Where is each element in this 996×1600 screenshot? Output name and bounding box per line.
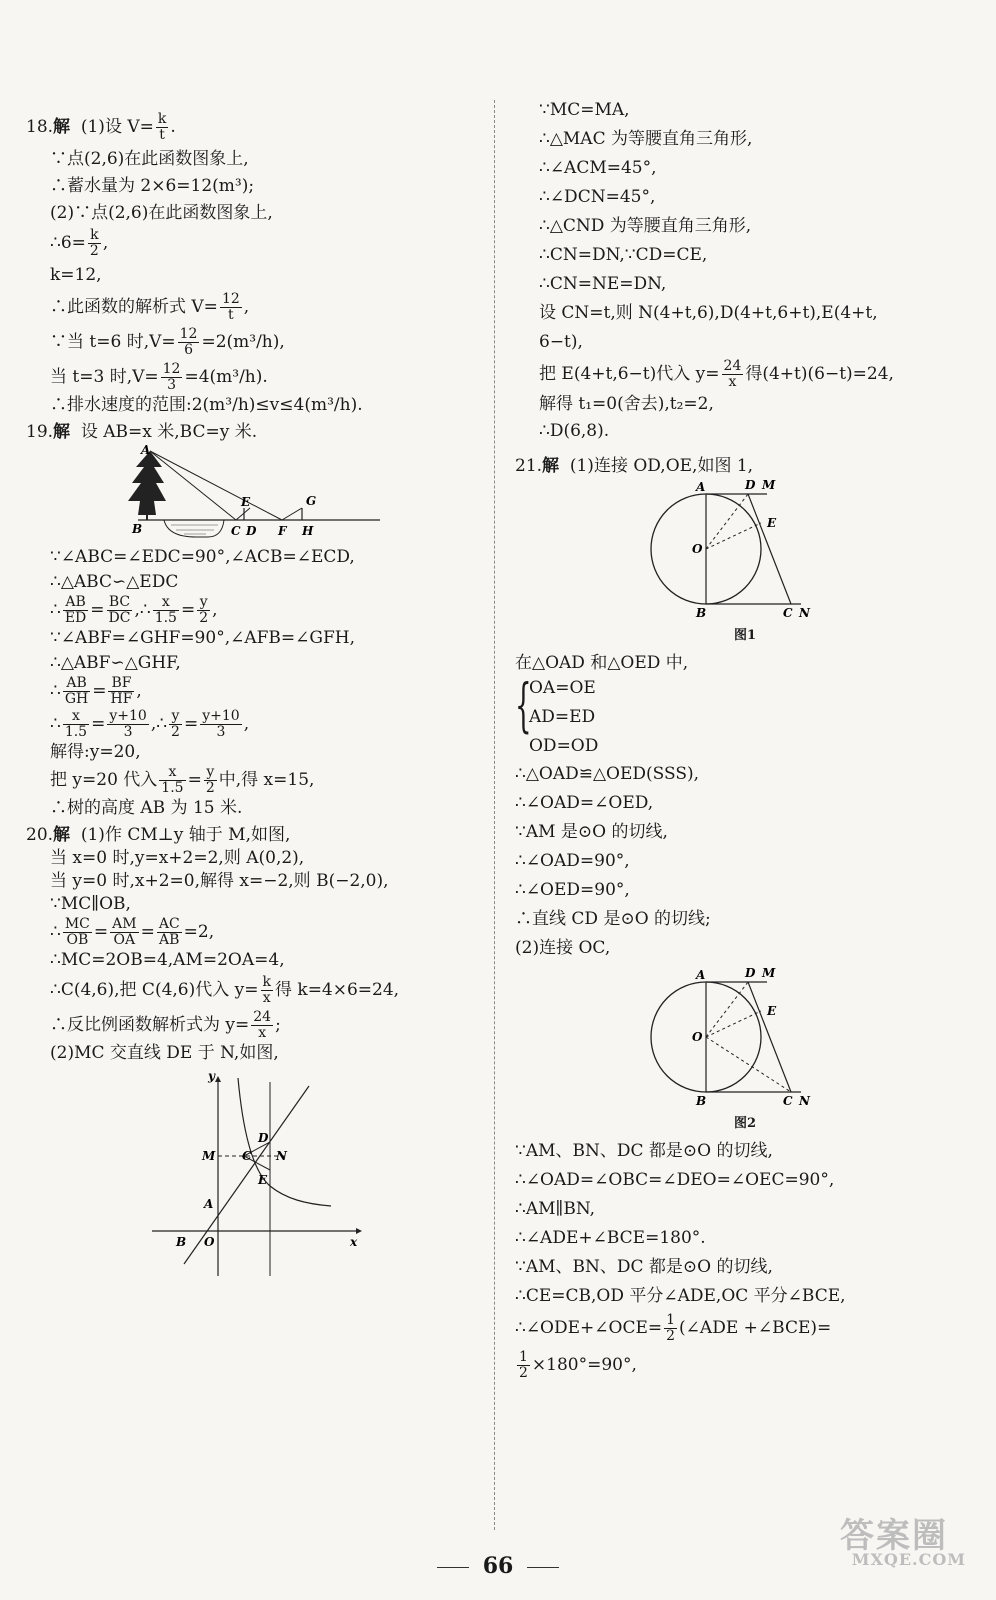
dashed-OD xyxy=(706,494,748,549)
sight-line-2 xyxy=(150,451,282,520)
pond xyxy=(164,520,224,537)
q21-number: 21. xyxy=(515,456,543,476)
numerator: x xyxy=(153,595,179,611)
q20-cont-line-1: ∵MC=MA, xyxy=(539,100,630,120)
text: ∴反比例函数解析式为 y= xyxy=(50,1015,250,1035)
denominator: x xyxy=(728,374,737,390)
text: = xyxy=(183,714,199,734)
fraction xyxy=(107,709,148,740)
q21-line-10: ∵AM、BN、DC 都是⊙O 的切线, xyxy=(515,1141,773,1161)
q19-number: 19. xyxy=(26,422,54,442)
numerator: AB xyxy=(63,676,90,692)
fraction xyxy=(169,709,182,740)
tangent-DC xyxy=(748,982,791,1092)
label-O: O xyxy=(204,1235,215,1249)
q20-line-4: ∵MC∥OB, xyxy=(50,894,131,914)
label-E: E xyxy=(767,516,777,530)
q19-line-5: ∵∠ABF=∠GHF=90°,∠AFB=∠GFH, xyxy=(50,628,355,648)
q21-line-9: (2)连接 OC, xyxy=(515,938,611,958)
pond-water xyxy=(171,525,218,534)
label-F: F xyxy=(278,524,287,538)
label-C: C xyxy=(242,1149,252,1163)
numerator: 24 xyxy=(253,1009,272,1025)
text: ∴ xyxy=(50,714,61,734)
fraction xyxy=(664,1313,677,1344)
numerator: x xyxy=(63,709,89,725)
label-B: B xyxy=(696,1094,707,1108)
fraction xyxy=(204,765,217,796)
denominator: 3 xyxy=(123,724,133,740)
q20-solution-label: 解 xyxy=(53,825,71,845)
label-D: D xyxy=(258,1131,269,1145)
text: , xyxy=(136,681,142,701)
q20-cont-line-11: 解得 t₁=0(舍去),t₂=2, xyxy=(539,394,714,414)
watermark-logo xyxy=(796,1508,966,1572)
tangent-DC xyxy=(748,494,791,604)
q20-cont-line-9: 6−t), xyxy=(539,332,583,352)
page-number-text: 66 xyxy=(482,1553,514,1579)
denominator: t xyxy=(228,307,234,323)
text: 中,得 x=15, xyxy=(218,770,315,790)
q20-line-6: ∴MC=2OB=4,AM=2OA=4, xyxy=(50,950,285,970)
denominator: DC xyxy=(108,610,131,626)
hyperbola-curve xyxy=(238,1078,331,1206)
q18-line-3: ∴蓄水量为 2×6=12(m³); xyxy=(50,176,255,196)
label-O: O xyxy=(692,542,703,556)
text: ∴∠ODE+∠OCE= xyxy=(515,1318,663,1338)
text: 得 k=4×6=24, xyxy=(274,980,400,1000)
text: ∴ xyxy=(50,922,61,942)
fraction xyxy=(88,228,101,259)
denominator: ED xyxy=(64,610,87,626)
denominator: 1.5 xyxy=(64,724,88,740)
text: 得(4+t)(6−t)=24, xyxy=(745,364,894,384)
denominator: 1.5 xyxy=(154,610,177,626)
fraction xyxy=(63,917,92,948)
label-O: O xyxy=(692,1030,703,1044)
label-A: A xyxy=(204,1197,214,1211)
q18-solution-label: 解 xyxy=(53,117,71,137)
q18-line-9 xyxy=(26,362,476,393)
label-A: A xyxy=(696,480,706,494)
denominator: OB xyxy=(66,932,89,948)
denominator: 2 xyxy=(199,610,209,626)
fraction xyxy=(251,1010,273,1041)
watermark-title: 答案圈 xyxy=(840,1516,948,1556)
fraction xyxy=(517,1350,530,1381)
numerator: AC xyxy=(158,916,180,932)
q20-graph-figure xyxy=(26,1064,476,1279)
label-C: C xyxy=(231,524,241,538)
numerator: BC xyxy=(107,595,133,611)
q19-line-1 xyxy=(26,422,476,443)
text: =4(m³/h). xyxy=(184,367,268,387)
q19-line-10 xyxy=(26,765,476,796)
fraction xyxy=(153,595,179,626)
q20-cont-line-6: ∴CN=DN,∵CD=CE, xyxy=(539,245,708,265)
system-line-1: OA=OE xyxy=(529,678,596,698)
q18-line-2: ∵点(2,6)在此函数图象上, xyxy=(50,149,249,169)
text: ∴ xyxy=(50,681,61,701)
label-C: C xyxy=(783,606,793,620)
text: (1)设 V= xyxy=(80,117,154,137)
denominator: 2 xyxy=(171,724,180,740)
q20-number: 20. xyxy=(26,825,54,845)
text: 把 y=20 代入 xyxy=(50,770,158,790)
denominator: t xyxy=(159,127,165,143)
denominator: 2 xyxy=(89,243,99,259)
label-E: E xyxy=(767,1004,777,1018)
q20-line-9: (2)MC 交直线 DE 于 N,如图, xyxy=(50,1043,279,1063)
denominator: 1.5 xyxy=(161,780,184,796)
numerator: k xyxy=(262,974,271,990)
text: = xyxy=(92,681,107,701)
fraction xyxy=(157,917,182,948)
watermark-url: MXQE.COM xyxy=(851,1550,966,1569)
dashed-OC xyxy=(706,1037,791,1092)
label-B: B xyxy=(176,1235,187,1249)
text: ∵当 t=6 时,V= xyxy=(50,332,176,352)
text: = xyxy=(91,714,106,734)
label-N: N xyxy=(799,1094,810,1108)
q21-figure-1 xyxy=(515,477,975,622)
numerator: MC xyxy=(64,916,90,932)
text: 当 t=3 时,V= xyxy=(50,367,159,387)
q18-line-4: (2)∵点(2,6)在此函数图象上, xyxy=(50,203,273,223)
numerator: AM xyxy=(112,916,137,932)
denominator: HF xyxy=(110,691,133,707)
figure-1-caption: 图1 xyxy=(733,628,757,643)
q21-line-16 xyxy=(515,1313,975,1344)
line-y-eq-x-plus-2 xyxy=(184,1086,309,1264)
q21-line-2: 在△OAD 和△OED 中, xyxy=(515,653,689,673)
label-M: M xyxy=(202,1149,216,1163)
q21-line-13: ∴∠ADE+∠BCE=180°. xyxy=(515,1228,706,1248)
column-divider xyxy=(494,100,495,1530)
sight-line-1 xyxy=(150,451,236,520)
denominator: 2 xyxy=(519,1365,528,1381)
numerator: AB xyxy=(63,595,88,611)
denominator: 3 xyxy=(216,724,226,740)
q19-solution-label: 解 xyxy=(53,422,71,442)
q20-cont-line-10 xyxy=(515,359,975,390)
q21-solution-label: 解 xyxy=(542,456,560,476)
brace-symbol: { xyxy=(515,671,532,739)
text: = xyxy=(180,600,196,620)
fraction xyxy=(161,362,183,393)
dashed-OE xyxy=(706,523,761,549)
numerator: y xyxy=(169,709,182,725)
system-line-2: AD=ED xyxy=(529,707,596,727)
text: 把 E(4+t,6−t)代入 y= xyxy=(539,364,720,384)
q20-cont-line-7: ∴CN=NE=DN, xyxy=(539,274,667,294)
text: ∴ xyxy=(50,600,61,620)
text: 设 AB=x 米,BC=y 米. xyxy=(80,422,258,442)
denominator: x xyxy=(262,990,271,1006)
system-lines xyxy=(529,678,598,757)
fraction xyxy=(63,709,89,740)
fraction xyxy=(156,112,168,143)
q18-line-8 xyxy=(26,327,476,358)
numerator: y+10 xyxy=(109,708,147,724)
text: (∠ADE +∠BCE)= xyxy=(679,1318,832,1338)
q21-line-17 xyxy=(515,1350,975,1381)
label-N: N xyxy=(799,606,810,620)
numerator: x xyxy=(159,765,185,781)
q20-line-3: 当 y=0 时,x+2=0,解得 x=−2,则 B(−2,0), xyxy=(50,871,389,891)
denominator: AB xyxy=(159,932,180,948)
q19-line-9: 解得:y=20, xyxy=(50,742,141,762)
fraction xyxy=(197,595,210,626)
text: ∴此函数的解析式 V= xyxy=(50,297,218,317)
numerator: 1 xyxy=(519,1349,528,1365)
q21-line-11: ∴∠OAD=∠OBC=∠DEO=∠OEC=90°, xyxy=(515,1170,835,1190)
q21-figure-2 xyxy=(515,965,975,1110)
label-E: E xyxy=(241,495,251,509)
text: , xyxy=(212,600,218,620)
text: = xyxy=(90,600,105,620)
fraction xyxy=(722,359,744,390)
q19-line-4 xyxy=(26,595,476,626)
q20-cont-line-8: 设 CN=t,则 N(4+t,6),D(4+t,6+t),E(4+t, xyxy=(539,303,878,323)
label-H: H xyxy=(302,524,314,538)
q20-cont-line-5: ∴△CND 为等腰直角三角形, xyxy=(539,216,752,236)
denominator: GH xyxy=(64,691,89,707)
label-D: D xyxy=(745,966,756,980)
fraction xyxy=(159,765,185,796)
q21-line-15: ∴CE=CB,OD 平分∠ADE,OC 平分∠BCE, xyxy=(515,1286,846,1306)
fraction xyxy=(178,327,200,358)
congruence-system xyxy=(515,671,975,758)
text: ∴6= xyxy=(50,233,86,253)
text: = xyxy=(187,770,202,790)
text: , xyxy=(243,714,250,734)
dash-left xyxy=(437,1567,469,1568)
text: ,∴ xyxy=(150,714,168,734)
numerator: k xyxy=(157,111,167,127)
denominator: 6 xyxy=(184,342,193,358)
text: = xyxy=(93,922,109,942)
q19-line-7 xyxy=(26,676,476,707)
q18-number: 18. xyxy=(26,117,54,137)
figure-2-caption: 图2 xyxy=(733,1116,757,1131)
label-A: A xyxy=(696,968,706,982)
text: . xyxy=(170,117,176,137)
q20-line-1 xyxy=(26,825,476,846)
right-column xyxy=(515,100,975,1381)
label-M: M xyxy=(762,478,776,492)
label-E: E xyxy=(258,1173,268,1187)
text: ×180°=90°, xyxy=(531,1355,637,1375)
denominator: 2 xyxy=(666,1328,676,1344)
system-line-3: OD=OD xyxy=(529,736,599,756)
label-y: y xyxy=(208,1069,215,1083)
q21-line-12: ∴AM∥BN, xyxy=(515,1199,596,1219)
text: =2, xyxy=(183,922,215,942)
numerator: BF xyxy=(108,676,134,692)
q18-line-5 xyxy=(26,228,476,259)
fraction xyxy=(63,676,90,707)
q20-line-8 xyxy=(26,1010,476,1041)
q20-line-2: 当 x=0 时,y=x+2=2,则 A(0,2), xyxy=(50,848,305,868)
q19-line-3: ∴△ABC∽△EDC xyxy=(50,572,179,592)
numerator: y xyxy=(197,595,210,611)
q20-cont-line-4: ∴∠DCN=45°, xyxy=(539,187,656,207)
numerator: 12 xyxy=(179,326,198,342)
label-B: B xyxy=(132,522,143,536)
q21-line-6: ∴∠OAD=90°, xyxy=(515,851,630,871)
numerator: 12 xyxy=(162,361,181,377)
q21-line-1 xyxy=(515,456,975,477)
q19-line-11: ∴树的高度 AB 为 15 米. xyxy=(50,798,243,818)
q19-line-6: ∴△ABF∽△GHF, xyxy=(50,653,181,673)
text: , xyxy=(243,297,250,317)
q19-tree-figure xyxy=(26,445,476,545)
q21-line-5: ∵AM 是⊙O 的切线, xyxy=(515,822,668,842)
dash-right xyxy=(527,1567,559,1568)
label-N: N xyxy=(276,1149,287,1163)
q21-line-3: ∴△OAD≌△OED(SSS), xyxy=(515,764,700,784)
q20-cont-line-12: ∴D(6,8). xyxy=(539,421,610,441)
denominator: OA xyxy=(113,932,136,948)
text: ; xyxy=(275,1015,281,1035)
text: ∴C(4,6),把 C(4,6)代入 y= xyxy=(50,980,259,1000)
label-D: D xyxy=(246,524,257,538)
numerator: 12 xyxy=(221,291,240,307)
q20-cont-line-3: ∴∠ACM=45°, xyxy=(539,158,657,178)
left-column xyxy=(26,100,476,1279)
label-D: D xyxy=(745,478,756,492)
text: =2(m³/h), xyxy=(201,332,285,352)
text: (1)作 CM⊥y 轴于 M,如图, xyxy=(80,825,291,845)
text: (1)连接 OD,OE,如图 1, xyxy=(569,456,754,476)
fraction xyxy=(63,595,88,626)
q19-line-8 xyxy=(26,709,476,740)
numerator: 1 xyxy=(666,1312,676,1328)
dashed-OD xyxy=(706,982,748,1037)
fraction xyxy=(110,917,138,948)
q19-line-2: ∵∠ABC=∠EDC=90°,∠ACB=∠ECD, xyxy=(50,547,355,567)
label-C: C xyxy=(783,1094,793,1108)
label-x: x xyxy=(350,1235,358,1249)
numerator: 24 xyxy=(723,358,742,374)
dashed-OE xyxy=(706,1011,761,1037)
label-B: B xyxy=(696,606,707,620)
text: ,∴ xyxy=(134,600,151,620)
denominator: 2 xyxy=(205,780,215,796)
q21-line-14: ∵AM、BN、DC 都是⊙O 的切线, xyxy=(515,1257,773,1277)
tree-icon xyxy=(128,451,166,515)
denominator: 3 xyxy=(167,377,176,393)
fraction xyxy=(261,975,273,1006)
q18-line-7 xyxy=(26,292,476,323)
q21-line-4: ∴∠OAD=∠OED, xyxy=(515,793,654,813)
q20-line-5 xyxy=(26,917,476,948)
q18-line-1 xyxy=(26,112,476,143)
label-A: A xyxy=(141,445,151,457)
label-M: M xyxy=(762,966,776,980)
text: = xyxy=(140,922,155,942)
fraction xyxy=(108,676,134,707)
numerator: y xyxy=(204,765,217,781)
label-G: G xyxy=(306,494,317,508)
q18-line-10: ∴排水速度的范围:2(m³/h)≤v≤4(m³/h). xyxy=(50,395,363,415)
q18-line-6: k=12, xyxy=(50,265,102,285)
fraction xyxy=(107,595,133,626)
q20-line-7 xyxy=(26,975,476,1006)
q21-line-7: ∴∠OED=90°, xyxy=(515,880,630,900)
denominator: x xyxy=(258,1025,267,1041)
numerator: k xyxy=(88,228,101,244)
fraction xyxy=(200,709,241,740)
text: , xyxy=(102,233,109,253)
fraction xyxy=(220,292,242,323)
q21-line-8: ∴直线 CD 是⊙O 的切线; xyxy=(515,909,711,929)
numerator: y+10 xyxy=(202,708,240,724)
q20-cont-line-2: ∴△MAC 为等腰直角三角形, xyxy=(539,129,753,149)
